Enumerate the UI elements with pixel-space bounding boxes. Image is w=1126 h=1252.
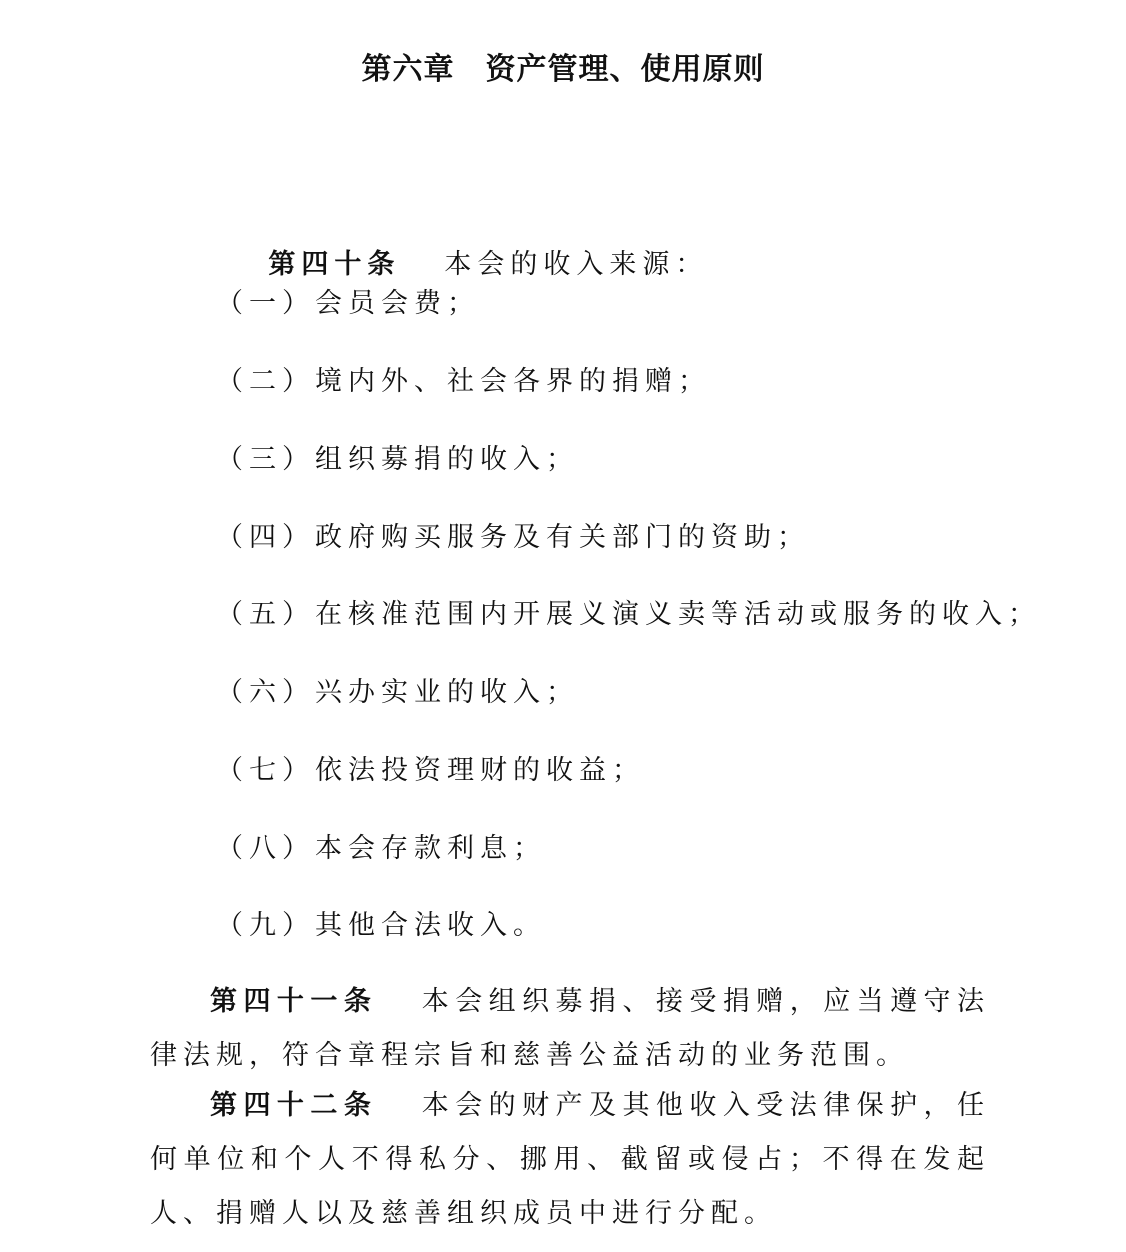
article-42 — [150, 1079, 990, 1241]
income-item-5: （五）在核准范围内开展义演义卖等活动或服务的收入； — [216, 599, 1041, 630]
article-42-heading: 第四十二条 — [210, 1090, 378, 1121]
income-item-1: （一）会员会费； — [216, 288, 480, 319]
article-41-text: 本会组织募捐、接受捐赠，应当遵守法律法规，符合章程宗旨和慈善公益活动的业务范围。 — [150, 986, 991, 1071]
article-42-text: 本会的财产及其他收入受法律保护，任何单位和个人不得私分、挪用、截留或侵占；不得在发起人、捐赠人以及慈善组织成员中进行分配。 — [150, 1090, 991, 1229]
income-item-7: （七）依法投资理财的收益； — [216, 755, 645, 786]
income-item-3: （三）组织募捐的收入； — [216, 444, 579, 475]
article-40-heading: 第四十条 — [268, 249, 401, 280]
income-item-8: （八）本会存款利息； — [216, 833, 546, 864]
article-41-heading: 第四十一条 — [210, 986, 378, 1017]
article-41 — [150, 975, 990, 1083]
article-40-text: 本会的收入来源： — [444, 249, 709, 280]
income-item-6: （六）兴办实业的收入； — [216, 677, 579, 708]
income-item-2: （二）境内外、社会各界的捐赠； — [216, 366, 711, 397]
income-item-9: （九）其他合法收入。 — [216, 910, 546, 941]
chapter-title: 第六章 资产管理、使用原则 — [361, 52, 765, 87]
income-item-4: （四）政府购买服务及有关部门的资助； — [216, 522, 810, 553]
